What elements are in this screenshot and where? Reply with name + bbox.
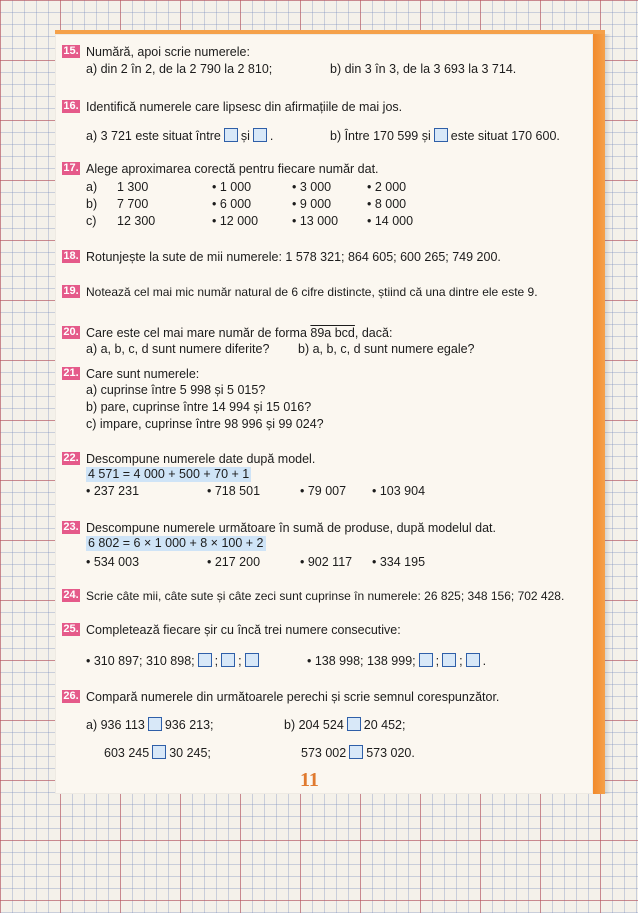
number-item: • 79 007	[300, 484, 347, 498]
exercise-25	[62, 623, 598, 669]
model-example: 6 802 = 6 × 1 000 + 8 × 100 + 2	[88, 536, 264, 550]
sequence-start: • 138 998; 138 999;	[307, 654, 416, 668]
exercise-20	[62, 326, 598, 360]
exercise-17	[62, 162, 598, 232]
item-b: b) a, b, c, d sunt numere egale?	[298, 342, 475, 356]
pair-right: 20 452;	[363, 718, 406, 732]
item-a: a) a, b, c, d sunt numere diferite?	[86, 342, 270, 356]
row-a-option[interactable]: • 2 000	[367, 180, 407, 194]
row-b-label: b)	[86, 197, 98, 211]
pair-2	[284, 717, 406, 733]
answer-box[interactable]	[198, 653, 212, 667]
number-item: • 334 195	[372, 555, 426, 569]
row-c-value: 12 300	[117, 214, 156, 228]
item-b	[330, 128, 560, 144]
item-b-text-end: este situat 170 600.	[450, 129, 560, 143]
exercise-24	[62, 589, 598, 605]
exercise-number: 16.	[63, 100, 79, 112]
answer-box[interactable]	[419, 653, 433, 667]
sequence-1	[86, 653, 262, 669]
number-item: • 103 904	[372, 484, 426, 498]
pair-1	[86, 717, 214, 733]
exercise-text: Notează cel mai mic număr natural de 6 cifre distincte, știind că una dintre ele este 9.	[86, 285, 538, 299]
answer-box[interactable]	[221, 653, 235, 667]
exercise-21	[62, 367, 598, 433]
exercise-text: Scrie câte mii, câte sute și câte zeci sunt cuprinse în numerele: 26 825; 348 156; 702 428.	[86, 589, 565, 603]
exercise-18	[62, 250, 598, 266]
item-a: a) din 2 în 2, de la 2 790 la 2 810;	[86, 62, 273, 76]
number-item: • 534 003	[86, 555, 140, 569]
answer-box[interactable]	[434, 128, 448, 142]
pair-left: 603 245	[104, 746, 150, 760]
answer-box[interactable]	[349, 745, 363, 759]
separator: ;	[238, 654, 242, 668]
answer-box[interactable]	[466, 653, 480, 667]
page-number: 11	[300, 769, 319, 791]
exercise-16	[62, 100, 598, 143]
pair-right: 573 020.	[366, 746, 415, 760]
answer-box[interactable]	[148, 717, 162, 731]
exercise-number: 15.	[63, 45, 79, 57]
exercise-number: 24.	[63, 589, 79, 601]
exercise-number: 25.	[63, 623, 79, 635]
item-a-text: a) 3 721 este situat între	[86, 129, 221, 143]
number-item: • 718 501	[207, 484, 261, 498]
exercise-text: Descompune numerele date după model.	[86, 452, 316, 466]
row-b-option[interactable]: • 9 000	[292, 197, 332, 211]
answer-box[interactable]	[347, 717, 361, 731]
row-c-label: c)	[86, 214, 97, 228]
exercise-23	[62, 521, 598, 571]
pair-3	[104, 745, 211, 761]
exercise-number: 22.	[63, 452, 79, 464]
pair-right: 30 245;	[169, 746, 211, 760]
exercise-number: 20.	[63, 326, 79, 338]
exercise-text: Identifică numerele care lipsesc din afirmațiile de mai jos.	[86, 100, 403, 114]
sequence-start: • 310 897; 310 898;	[86, 654, 195, 668]
exercise-number: 21.	[63, 367, 79, 379]
answer-box[interactable]	[245, 653, 259, 667]
row-b-option[interactable]: • 8 000	[367, 197, 407, 211]
exercise-text: Care sunt numerele:	[86, 367, 200, 381]
item-a-end: .	[269, 129, 274, 143]
row-a-value: 1 300	[117, 180, 149, 194]
row-a-option[interactable]: • 1 000	[212, 180, 252, 194]
item-b: b) pare, cuprinse între 14 994 și 15 016?	[86, 400, 312, 414]
exercise-text-end: , dacă:	[354, 326, 393, 340]
pair-4	[301, 745, 415, 761]
answer-box[interactable]	[253, 128, 267, 142]
exercise-15	[62, 45, 598, 79]
answer-box[interactable]	[442, 653, 456, 667]
item-a-and: și	[240, 129, 250, 143]
separator: ;	[459, 654, 463, 668]
item-b-text: b) Între 170 599 și	[330, 129, 431, 143]
item-b: b) din 3 în 3, de la 3 693 la 3 714.	[330, 62, 517, 76]
exercise-text: Descompune numerele următoare în sumă de produse, după modelul dat.	[86, 521, 496, 535]
pair-left: b) 204 524	[284, 718, 344, 732]
exercise-number: 26.	[63, 690, 79, 702]
item-a	[86, 128, 273, 144]
row-a-option[interactable]: • 3 000	[292, 180, 332, 194]
exercise-text: Compară numerele din următoarele perechi și scrie semnul corespunzător.	[86, 690, 500, 704]
number-item: • 902 117	[300, 555, 353, 569]
page-shadow	[605, 34, 611, 794]
pair-left: 573 002	[301, 746, 347, 760]
row-a-label: a)	[86, 180, 98, 194]
exercise-text: Numără, apoi scrie numerele:	[86, 45, 250, 59]
pair-left: a) 936 113	[86, 718, 145, 732]
exercise-text: Alege aproximarea corectă pentru fiecare număr dat.	[86, 162, 379, 176]
row-c-option[interactable]: • 14 000	[367, 214, 414, 228]
exercise-number: 19.	[63, 285, 79, 297]
row-b-option[interactable]: • 6 000	[212, 197, 252, 211]
exercise-text	[86, 326, 392, 341]
exercise-text: Completează fiecare șir cu încă trei numere consecutive:	[86, 623, 401, 637]
sequence-end: .	[482, 654, 487, 668]
item-a: a) cuprinse între 5 998 și 5 015?	[86, 383, 266, 397]
number-form: 89a bcd	[310, 326, 355, 340]
row-c-option[interactable]: • 12 000	[212, 214, 259, 228]
number-item: • 237 231	[86, 484, 140, 498]
sequence-2	[307, 653, 486, 669]
row-c-option[interactable]: • 13 000	[292, 214, 339, 228]
item-c: c) impare, cuprinse între 98 996 și 99 024?	[86, 417, 324, 431]
number-item: • 217 200	[207, 555, 261, 569]
exercise-number: 23.	[63, 521, 79, 533]
exercise-number: 17.	[63, 162, 79, 174]
exercise-26	[62, 690, 598, 760]
exercise-19	[62, 285, 598, 301]
row-b-value: 7 700	[117, 197, 149, 211]
answer-box[interactable]	[224, 128, 238, 142]
exercise-text: Rotunjește la sute de mii numerele: 1 578 321; 864 605; 600 265; 749 200.	[86, 250, 501, 264]
answer-box[interactable]	[152, 745, 166, 759]
pair-right: 936 213;	[164, 718, 214, 732]
separator: ;	[214, 654, 219, 668]
exercise-number: 18.	[63, 250, 79, 262]
exercise-22	[62, 452, 598, 502]
model-example: 4 571 = 4 000 + 500 + 70 + 1	[88, 467, 250, 481]
exercise-text-start: Care este cel mai mare număr de forma	[86, 326, 307, 340]
separator: ;	[435, 654, 440, 668]
